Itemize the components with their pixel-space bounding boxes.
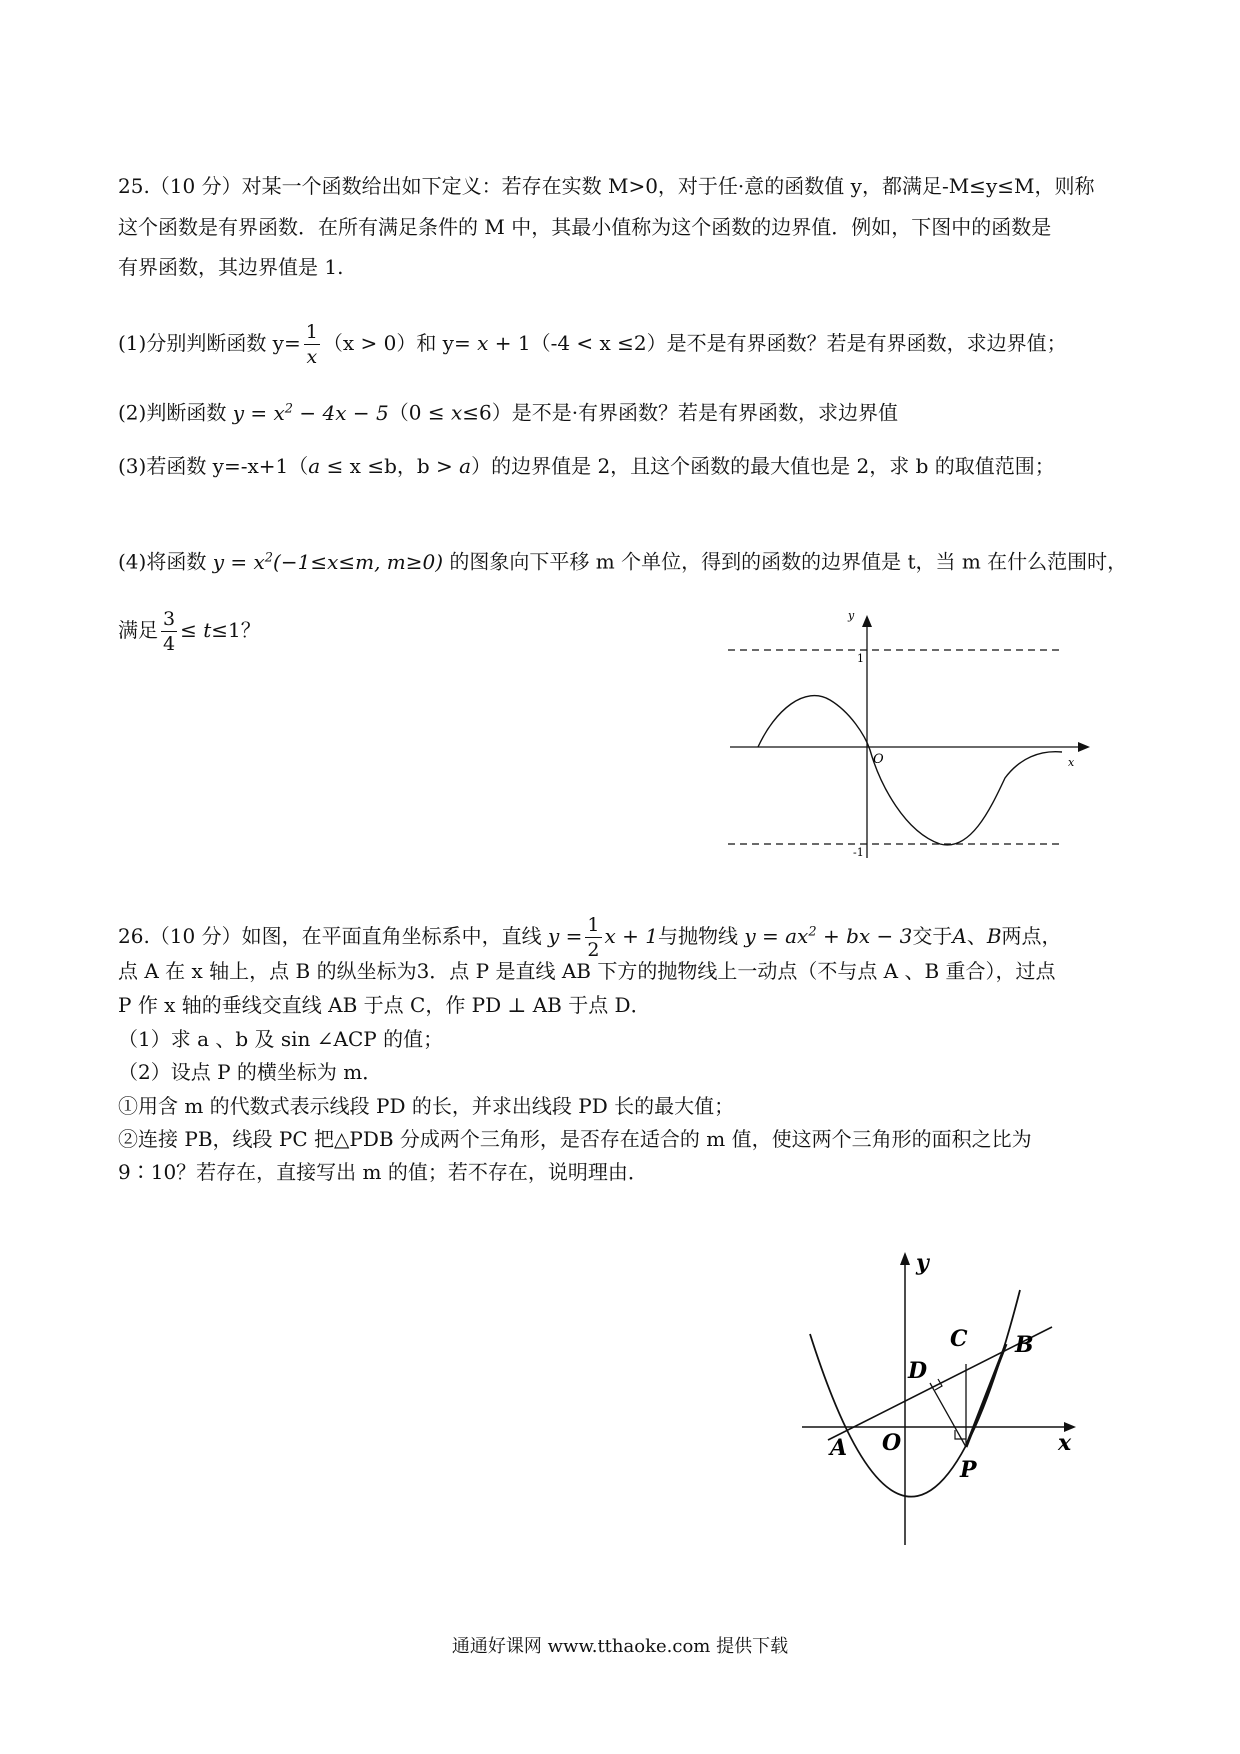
q25-part-2: (2)判断函数 $y = x^2 - 4x - 5(0 \le x\le 6)$是不是·有界函数？若是有界函数，求边界值: [118, 400, 899, 425]
q26-line-8: 9∶10？若存在，直接写出 m 的值；若不存在，说明理由．: [118, 1160, 648, 1184]
q26-line-1: 26.（10 分）如图，在平面直角坐标系中，直线 y = $\frac{1}{2}$ x + 1与抛物线 $y = ax^2$ + bx − 3交于A、B两点，: [118, 914, 1062, 961]
q26-line-2: 点 A 在 x 轴上，点 B 的纵坐标为3．点 P 是直线 AB 下方的抛物线上一动点（不与点 A 、B 重合），过点: [118, 959, 1056, 983]
q26-line-3: P 作 x 轴的垂线交直线 AB 于点 C，作 PD ⊥ AB 于点 D．: [118, 993, 651, 1017]
x-axis-arrow-icon: [1078, 742, 1090, 752]
q25-part-1: (1)分别判断函数 y= $\frac{1}{x}$ （x > 0）和 y= x + 1（-4 < x ≤2）是不是有界函数？若是有界函数，求边界值；: [118, 321, 1067, 368]
q26-line-parabola-figure: [790, 1240, 1090, 1560]
q26-line-7: ②连接 PB，线段 PC 把△PDB 分成两个三角形，是否存在适合的 m 值，使这两个三角形的面积之比为: [118, 1127, 1032, 1151]
fraction-3-over-4: $\frac{3}{4}$: [163, 608, 176, 655]
q25-part-4: (4)将函数 $y = x^2(-1\le x\le m$, m≥0) 的图象向下平移 m 个单位，得到的函数的边界值是 t，当 m 在什么范围时，: [118, 549, 1128, 574]
y-axis-arrow-icon: [862, 615, 872, 627]
point-b-label: B: [1015, 1332, 1034, 1358]
segment-pd: [930, 1383, 966, 1447]
q25-bounded-function-graph: [700, 600, 1100, 865]
y-axis-arrow-icon: [900, 1252, 910, 1265]
y-axis-label: y: [916, 1250, 929, 1276]
point-a-label: A: [830, 1435, 848, 1461]
q25-line-2: 这个函数是有界函数．在所有满足条件的 M 中，其最小值称为这个函数的边界值．例如，下图中的函数是: [118, 215, 1052, 239]
formula-shifted-parabola: $y = x^2(-1\le x\le m$, m≥0): [212, 549, 444, 574]
formula-parabola: $y = ax^2$ + bx − 3: [744, 924, 913, 948]
q26-line-5: （2）设点 P 的横坐标为 m．: [118, 1060, 383, 1084]
fraction-1-over-x: $\frac{1}{x}$: [305, 321, 318, 368]
tick-label-1: 1: [857, 652, 864, 665]
point-p-label: P: [960, 1457, 977, 1483]
fraction-1-over-2: $\frac{1}{2}$: [587, 914, 600, 961]
x-axis-label: x: [1068, 756, 1075, 769]
formula-quadratic: $y = x^2 - 4x - 5$: [232, 400, 389, 425]
origin-label: O: [873, 752, 884, 767]
point-c-label: C: [950, 1326, 968, 1352]
origin-label: O: [882, 1430, 902, 1456]
x-axis-label: x: [1058, 1430, 1072, 1456]
q25-part-3: (3)若函数 y=-x+1（a ≤ x ≤b，b > a）的边界值是 2，且这个函数的最大值也是 2，求 b 的取值范围；: [118, 454, 1055, 478]
tick-label-minus-1: -1: [853, 846, 864, 859]
q25-line-3: 有界函数，其边界值是 1.: [118, 255, 344, 279]
q26-line-4: （1）求 a 、b 及 sin ∠ACP 的值；: [118, 1027, 444, 1051]
parabola: [810, 1290, 1020, 1497]
point-d-label: D: [908, 1358, 928, 1384]
q26-line-6: ①用含 m 的代数式表示线段 PD 的长，并求出线段 PD 长的最大值；: [118, 1094, 735, 1118]
y-axis-label: y: [848, 609, 855, 622]
q25-part-4-condition: 满足 $\frac{3}{4}$ ≤ t≤1？: [118, 608, 261, 655]
function-curve: [758, 696, 1062, 845]
page-footer: 通通好课网 www.tthaoke.com 提供下载: [451, 1636, 789, 1657]
q25-line-1: 25.（10 分）对某一个函数给出如下定义：若存在实数 M>0，对于任·意的函数值 y，都满足-M≤y≤M，则称: [118, 174, 1095, 198]
